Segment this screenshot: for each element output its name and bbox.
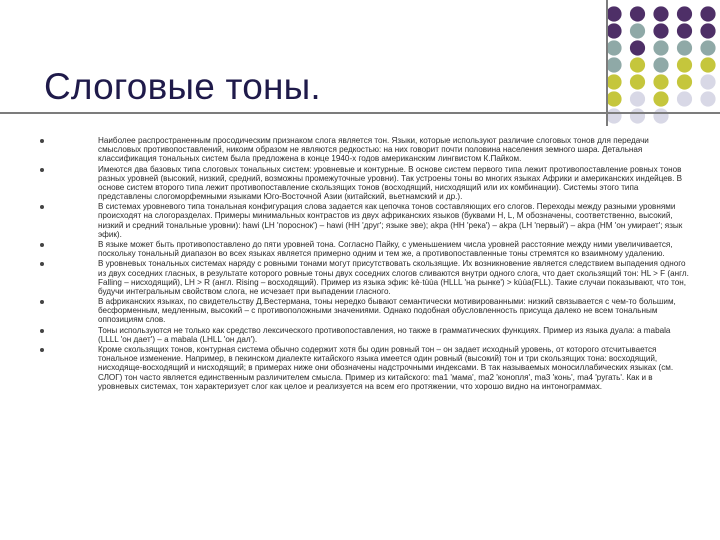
list-item (40, 259, 692, 296)
decorative-dot (677, 74, 692, 89)
decorative-dot (606, 91, 621, 106)
decorative-dot (677, 6, 692, 21)
decorative-dot (630, 91, 645, 106)
decorative-dot (653, 23, 668, 38)
bullet-list (40, 136, 692, 392)
title-vertical-rule (606, 0, 608, 126)
decorative-dot (653, 91, 668, 106)
list-item (40, 297, 692, 324)
decorative-dot (606, 6, 621, 21)
bullet-icon (40, 139, 44, 143)
decorative-dot (700, 23, 715, 38)
decorative-dot (653, 57, 668, 72)
bullet-icon (40, 329, 44, 333)
list-item (40, 165, 692, 202)
decorative-dot (700, 6, 715, 21)
paragraph-text: В уровневых тональных системах наряду с ровными тонами могут присутствовать скользящие. Их возникновение является следствием выпадения одного из двух соседних гласных, в результате которого ровные тоны двух соседних слогов сливаются внутри одного слога, что дает скользящий тон: HL > F (англ. Falling – нисходящий), LH > R (англ. Rising – восходящий). Пример из языка эфик: kè·tùùa (HLLL 'на рынке') > kùùa(FLL). Такие случаи показывают, что тон, будучи интегральным свойством слога, не исчезает при выпадении гласного. (98, 259, 689, 296)
decorative-dot (606, 40, 621, 55)
list-item (40, 345, 692, 391)
paragraph-text: В африканских языках, по свидетельству Д.Вестермана, тоны нередко бывают семантически мотивированными: низкий связывается с чем-то большим, бесформенным, медленным, высокий – с противоположными значениями. Однако подобная обусловленность присуща далеко не всем тональным оппозициям слов. (98, 297, 676, 325)
bullet-icon (40, 300, 44, 304)
decorative-dot (677, 40, 692, 55)
decorative-dot (630, 108, 645, 123)
decorative-dot (606, 57, 621, 72)
decorative-dot (700, 57, 715, 72)
bullet-icon (40, 262, 44, 266)
decorative-dot (606, 108, 621, 123)
paragraph-text: Тоны используются не только как средство лексического противопоставления, но также в грамматических функциях. Пример из языка дуала: a mabala (LLLL 'он дает') – a mabala (LHLL 'он дал'). (98, 325, 671, 344)
paragraph-text: Кроме скользящих тонов, контурная система обычно содержит хотя бы один ровный тон – он задает исходный уровень, от которого отсчитывается тональное изменение. Например, в пекинском диалекте китайского языка имеется один ровный (высокий) тон и три скользящих тона: восходящий, нисходяще-восходящий и нисходящий; в примерах ниже они обозначены надстрочными индексами. В так называемых моносиллабических языках (см. СЛОГ) тон часто является единственным различителем смысла. Пример из китайского: ma1 'мама', ma2 'конопля', ma3 'конь', ma4 'ругать'. Как и в уровневых системах, тон характеризует слог как целое и реализуется на всем его протяжении, что хорошо видно на интонограммах. (98, 345, 674, 391)
decorative-dot (677, 57, 692, 72)
decorative-dot (677, 91, 692, 106)
decorative-dot (653, 74, 668, 89)
list-item (40, 136, 692, 163)
decorative-dot (653, 6, 668, 21)
decorative-dot (630, 74, 645, 89)
decorative-dot (700, 74, 715, 89)
list-item (40, 326, 692, 344)
bullet-icon (40, 168, 44, 172)
paragraph-text: В системах уровневого типа тональная конфигурация слова задается как цепочка тонов составляющих его слогов. Переходы между разными уровнями происходят на слогоразделах. Примеры минимальных контрастов из двух африканских языков (буквами H, L, M обозначены, соответственно, высокий, низкий и средний тональные уровни): hawi (LH 'пороснок') – hawi (HH 'друг'; языке эве); akpa (HH 'река') – akpa (LH 'первый') – akpa (HM 'он умирает'; язык эфик). (98, 202, 683, 239)
title-horizontal-rule (0, 112, 720, 114)
list-item (40, 240, 692, 258)
decorative-dot (606, 74, 621, 89)
paragraph-text: В языке может быть противопоставлено до пяти уровней тона. Согласно Пайку, с уменьшением числа уровней расстояние между ними увеличивается, поскольку тональный диапазон во всех языках является примерно одним и тем же, а противопоставленные тоны стремятся ко взаимному удалению. (98, 240, 673, 259)
bullet-icon (40, 205, 44, 209)
paragraph-text: Имеются два базовых типа слоговых тональных систем: уровневые и контурные. В основе систем первого типа лежит противопоставление ровных тонов разных уровней (высокий, низкий, средний, возможны промежуточные уровни). Так устроены тоны во многих языках Африки и американских индейцев. В основе систем второго типа лежит противопоставление скользящих тонов (восходящий, нисходящий или их комбинации). Системы этого типа представлены слогоморфемными языками Юго-Восточной Азии (китайский, вьетнамский и др.). (98, 164, 683, 202)
decorative-dot (677, 23, 692, 38)
paragraph-text: Наиболее распространенным просодическим признаком слога является тон. Языки, которые используют различие слоговых тонов для передачи смысловых противопоставлений, никоим образом не являются редкостью: на них говорит почти половина населения земного шара. Детальная классификация тональных систем была предложена в конце 1940-х годов американским лингвистом К.Пайком. (98, 136, 649, 164)
decorative-dot (653, 108, 668, 123)
decorative-dot (700, 91, 715, 106)
decorative-dot (700, 40, 715, 55)
decorative-dot (653, 40, 668, 55)
decorative-dot (630, 23, 645, 38)
decorative-dot (606, 23, 621, 38)
bullet-icon (40, 243, 44, 247)
bullet-icon (40, 348, 44, 352)
decorative-dot (630, 6, 645, 21)
decorative-dot (630, 57, 645, 72)
slide-title: Слоговые тоны. (44, 66, 321, 107)
list-item (40, 202, 692, 239)
decorative-dot (630, 40, 645, 55)
